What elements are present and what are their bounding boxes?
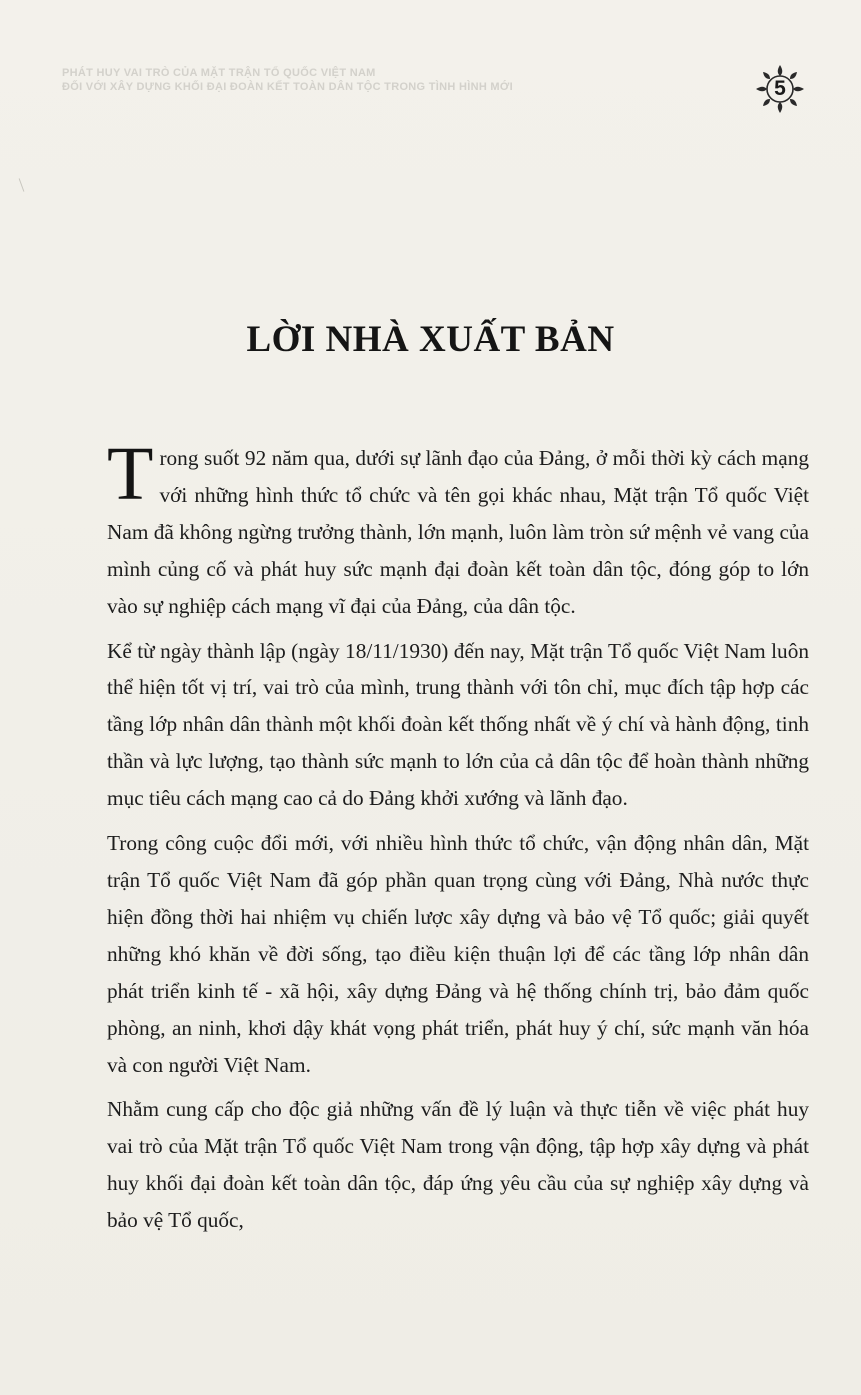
- paragraph-4: [107, 1091, 809, 1239]
- running-header: [62, 66, 682, 94]
- running-header-line2: ĐỐI VỚI XÂY DỰNG KHỐI ĐẠI ĐOÀN KẾT TOÀN DÂN TỘC TRONG TÌNH HÌNH MỚI: [62, 81, 513, 93]
- running-header-line1: PHÁT HUY VAI TRÒ CỦA MẶT TRẬN TỔ QUỐC VIỆT NAM: [62, 67, 376, 79]
- paragraph-2: [107, 633, 809, 818]
- paragraph-1-text: rong suốt 92 năm qua, dưới sự lãnh đạo của Đảng, ở mỗi thời kỳ cách mạng với những hình thức tổ chức và tên gọi khác nhau, Mặt trận Tổ quốc Việt Nam đã không ngừng trưởng thành, lớn mạnh, luôn làm tròn sứ mệnh vẻ vang của mình củng cố và phát huy sức mạnh đại đoàn kết toàn dân tộc, đóng góp to lớn vào sự nghiệp cách mạng vĩ đại của Đảng, của dân tộc.: [107, 446, 809, 618]
- drop-cap: T: [107, 432, 154, 516]
- paragraph-1: [107, 432, 809, 625]
- paragraph-4-text: Nhằm cung cấp cho độc giả những vấn đề lý luận và thực tiễn về việc phát huy vai trò của Mặt trận Tổ quốc Việt Nam trong vận động, tập hợp xây dựng và phát huy khối đại đoàn kết toàn dân tộc, đáp ứng yêu cầu của sự nghiệp xây dựng và bảo vệ Tổ quốc,: [107, 1097, 809, 1233]
- paragraph-3-text: Trong công cuộc đổi mới, với nhiều hình thức tổ chức, vận động nhân dân, Mặt trận Tổ quốc Việt Nam đã góp phần quan trọng cùng với Đảng, Nhà nước thực hiện đồng thời hai nhiệm vụ chiến lược xây dựng và bảo vệ Tổ quốc; giải quyết những khó khăn về đời sống, tạo điều kiện thuận lợi để các tầng lớp nhân dân phát triển kinh tế - xã hội, xây dựng Đảng và hệ thống chính trị, bảo đảm quốc phòng, an ninh, khơi dậy khát vọng phát triển, phát huy ý chí, sức mạnh văn hóa và con người Việt Nam.: [107, 831, 809, 1077]
- page-title: LỜI NHÀ XUẤT BẢN: [246, 319, 615, 360]
- paragraph-3: [107, 825, 809, 1083]
- page-number-ornament: [753, 62, 807, 116]
- page-number: 5: [774, 77, 786, 100]
- paragraph-2-text: Kể từ ngày thành lập (ngày 18/11/1930) đến nay, Mặt trận Tổ quốc Việt Nam luôn thể hiện tốt vị trí, vai trò của mình, trung thành với tôn chỉ, mục đích tập hợp các tầng lớp nhân dân thành một khối đoàn kết thống nhất về ý chí và hành động, tinh thần và lực lượng, tạo thành sức mạnh to lớn của cả dân tộc để hoàn thành những mục tiêu cách mạng cao cả do Đảng khởi xướng và lãnh đạo.: [107, 638, 809, 811]
- margin-mark: [19, 178, 25, 191]
- body-text: [107, 432, 809, 1247]
